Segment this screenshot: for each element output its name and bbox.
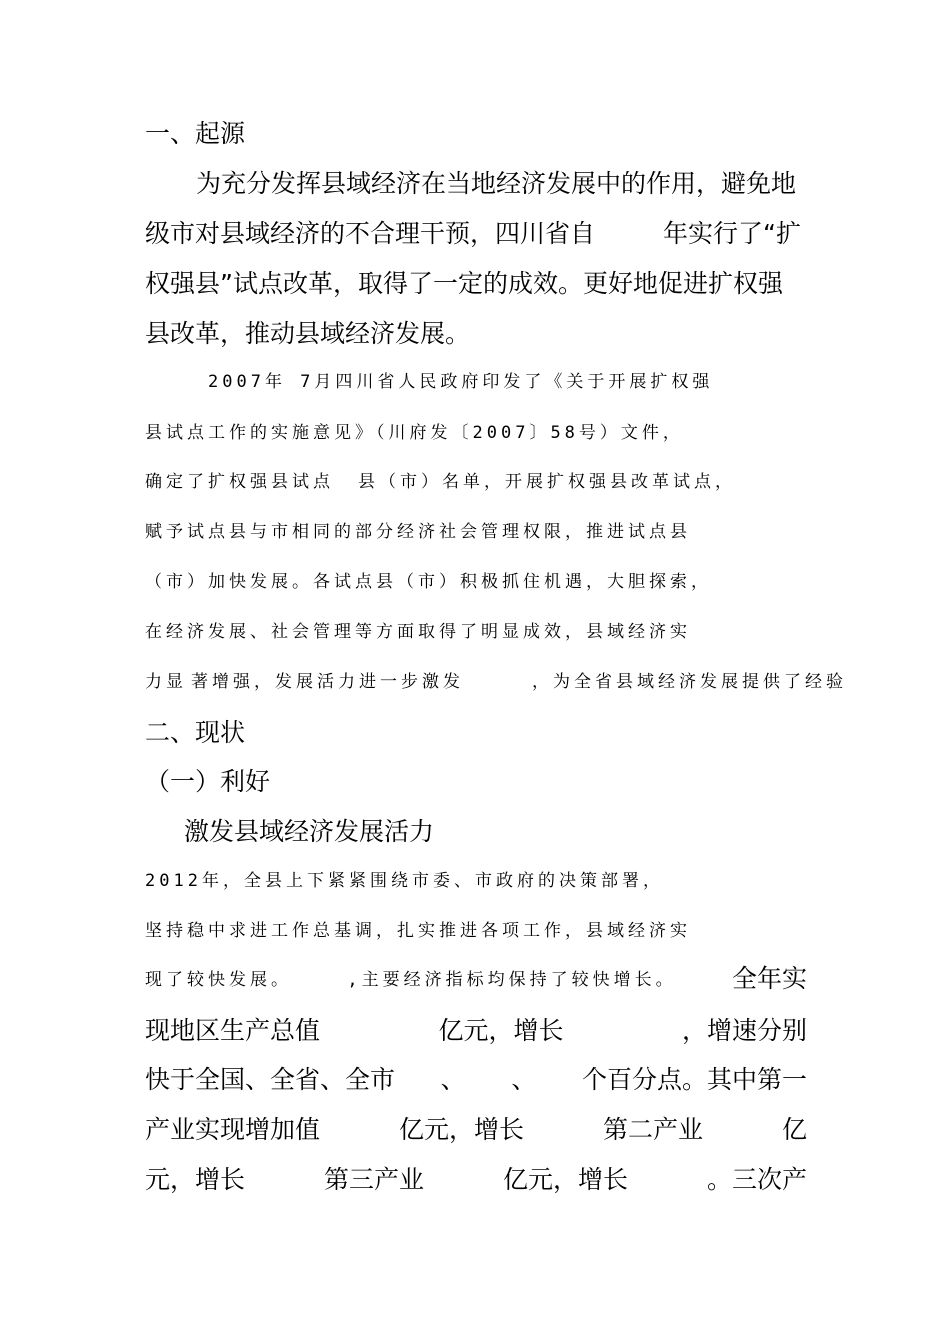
garbled-text: 著增强，发展活力进一步激发 bbox=[191, 672, 464, 692]
garbled-text: 确定了扩权强县试点 bbox=[145, 472, 334, 492]
subsection-heading: （一）利好 bbox=[145, 767, 271, 796]
paragraph-text: 年实行了“扩 bbox=[663, 219, 801, 248]
garbled-line: 在经济发展、社会管理等方面取得了明显成效，县域经济实 bbox=[145, 622, 691, 642]
paragraph-text: 亿 bbox=[781, 1115, 807, 1144]
paragraph-line: 权强县”试点改革，取得了一定的成效。更好地促进扩权强 bbox=[145, 269, 783, 298]
paragraph-line: 为充分发挥县域经济在当地经济发展中的作用，避免地 bbox=[196, 169, 797, 198]
garbled-line: （市）加快发展。各试点县（市）积极抓住机遇，大胆探索， bbox=[145, 572, 712, 592]
paragraph-text: 现地区生产总值 bbox=[145, 1016, 321, 1045]
garbled-line: 赋予试点县与市相同的部分经济社会管理权限，推进试点县 bbox=[145, 522, 691, 542]
paragraph-text: 元，增长 bbox=[145, 1165, 246, 1194]
paragraph-line bbox=[145, 217, 801, 251]
paragraph-line bbox=[145, 1014, 807, 1048]
garbled-line: 2007年 7月四川省人民政府印发了《关于开展扩权强 bbox=[208, 372, 714, 392]
paragraph-text: 。三次产 bbox=[706, 1165, 807, 1194]
paragraph-text: 全年实 bbox=[731, 964, 807, 993]
garbled-line bbox=[145, 670, 847, 694]
paragraph-line: 县改革，推动县域经济发展。 bbox=[145, 319, 471, 348]
section-heading-origin: 一、起源 bbox=[145, 119, 246, 148]
garbled-line: 县试点工作的实施意见》（川府发〔2007〕58号）文件， bbox=[145, 423, 684, 443]
paragraph-text: 亿元，增长 bbox=[398, 1115, 524, 1144]
paragraph-text: 亿元，增长 bbox=[502, 1165, 628, 1194]
paragraph-text: 、 bbox=[511, 1065, 537, 1094]
paragraph-text: 级市对县域经济的不合理干预，四川省自 bbox=[145, 219, 596, 248]
garbled-line bbox=[145, 470, 736, 494]
garbled-text: 力显 bbox=[145, 672, 187, 692]
paragraph-text: 、 bbox=[440, 1065, 466, 1094]
garbled-text: ,主要经济指标均保持了较快增长。 bbox=[347, 970, 677, 990]
paragraph-text: 亿元，增长 bbox=[438, 1016, 564, 1045]
paragraph-line bbox=[145, 1063, 807, 1097]
paragraph-line bbox=[145, 962, 807, 996]
paragraph-text: 快于全国、全省、全市 bbox=[145, 1065, 396, 1094]
paragraph-text: 第三产业 bbox=[323, 1165, 424, 1194]
garbled-line: 坚持稳中求进工作总基调，扎实推进各项工作，县域经济实 bbox=[145, 921, 691, 941]
paragraph-text: ，增速分别 bbox=[681, 1016, 807, 1045]
paragraph-text: 产业实现增加值 bbox=[145, 1115, 321, 1144]
section-heading-status: 二、现状 bbox=[145, 718, 246, 747]
paragraph-line bbox=[145, 1113, 807, 1147]
paragraph-text: 第二产业 bbox=[602, 1115, 703, 1144]
paragraph-text: 个百分点。其中第一 bbox=[581, 1065, 807, 1094]
garbled-text: ，为全省县域经济发展提供了经验 bbox=[532, 672, 847, 692]
garbled-text: 现了较快发展。 bbox=[145, 970, 292, 990]
garbled-text: 县（市）名单，开展扩权强县改革试点， bbox=[358, 472, 736, 492]
paragraph-line bbox=[145, 1163, 807, 1197]
garbled-line: 2012年，全县上下紧紧围绕市委、市政府的决策部署， bbox=[145, 871, 664, 891]
topic-heading: 激发县域经济发展活力 bbox=[184, 817, 435, 846]
